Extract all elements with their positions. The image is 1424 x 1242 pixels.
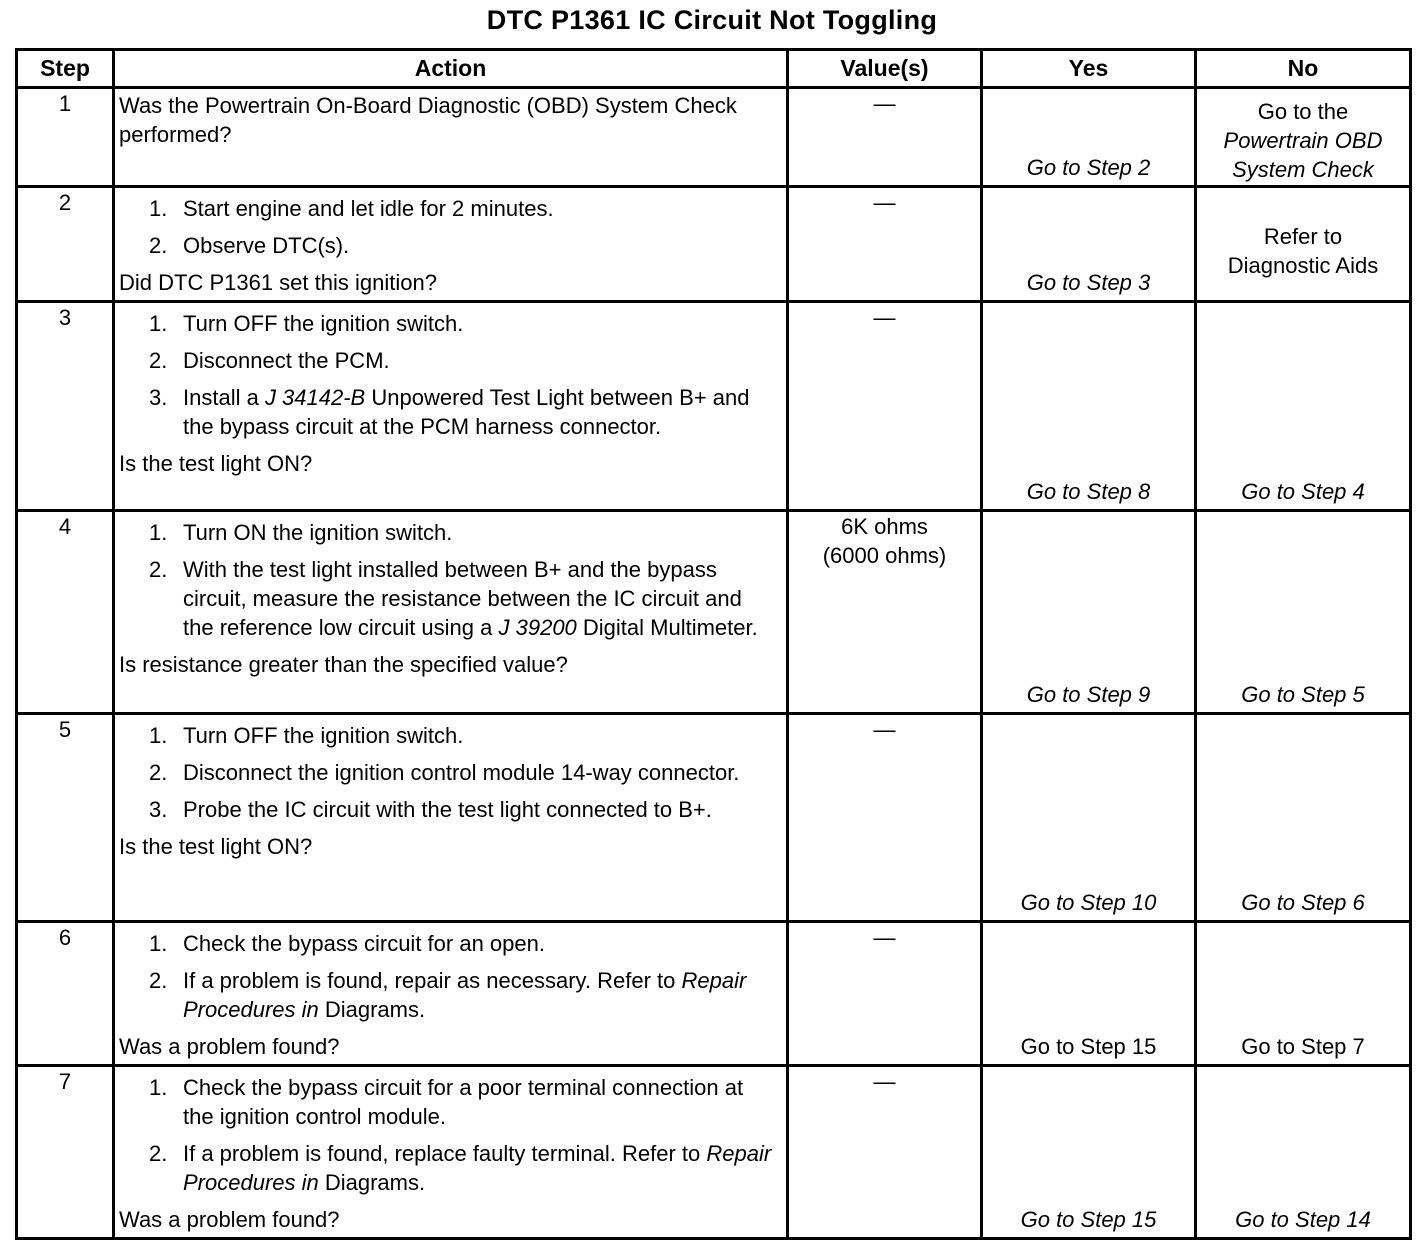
action-question: Was a problem found? — [119, 1034, 340, 1059]
action-step: 1. Check the bypass circuit for an open. — [149, 931, 545, 956]
no-target-line: Diagnostic Aids — [1227, 252, 1379, 278]
column-header-action: Action — [114, 50, 788, 88]
action-step: 2. Disconnect the ignition control module 14-way connector. — [149, 760, 740, 785]
action-cell — [114, 302, 788, 511]
action-cell — [114, 922, 788, 1066]
action-cell — [114, 714, 788, 922]
action-steps — [119, 194, 778, 260]
action-question: Was a problem found? — [119, 1207, 340, 1232]
no-target: Go to Step 14 — [1235, 1207, 1371, 1232]
yes-cell — [982, 511, 1196, 714]
header-row — [17, 50, 1411, 88]
no-cell — [1196, 302, 1411, 511]
table-row — [17, 1066, 1411, 1239]
no-cell — [1196, 187, 1411, 302]
action-step: 1. Turn OFF the ignition switch. — [149, 723, 464, 748]
no-cell — [1196, 511, 1411, 714]
value-cell — [788, 511, 982, 714]
no-target-line: Go to the — [1257, 99, 1349, 124]
no-cell — [1196, 1066, 1411, 1239]
table-row — [17, 714, 1411, 922]
step-number: 5 — [17, 714, 114, 922]
action-step: 1. Start engine and let idle for 2 minutes. — [149, 196, 554, 221]
table-row — [17, 302, 1411, 511]
yes-target: Go to Step 2 — [1026, 155, 1151, 180]
no-cell — [1196, 714, 1411, 922]
action-question: Was the Powertrain On-Board Diagnostic (OBD) System Check performed? — [119, 93, 737, 147]
diagnostic-table — [15, 48, 1412, 1240]
action-cell — [114, 88, 788, 187]
value-line: 6K ohms — [841, 514, 928, 539]
action-question: Is resistance greater than the specified value? — [119, 652, 568, 677]
action-steps — [119, 721, 778, 824]
no-target-line: Refer to — [1263, 223, 1343, 249]
action-steps — [119, 929, 778, 1024]
action-steps — [119, 1073, 778, 1197]
yes-cell — [982, 88, 1196, 187]
yes-target: Go to Step 15 — [1020, 1034, 1157, 1059]
step-number: 2 — [17, 187, 114, 302]
tool-reference: J 34142-B — [264, 385, 366, 410]
action-question: Did DTC P1361 set this ignition? — [119, 270, 437, 295]
yes-target: Go to Step 9 — [1026, 682, 1151, 707]
table-row — [17, 511, 1411, 714]
value-cell: — — [788, 302, 982, 511]
value-line: (6000 ohms) — [822, 543, 947, 568]
yes-target: Go to Step 8 — [1026, 479, 1151, 504]
action-step: 3. Install a J 34142-B Unpowered Test Light between B+ and the bypass circuit at the PCM harness connector. — [149, 385, 750, 439]
action-cell — [114, 1066, 788, 1239]
value-cell: — — [788, 1066, 982, 1239]
step-number: 1 — [17, 88, 114, 187]
yes-cell — [982, 187, 1196, 302]
no-target-line: Powertrain OBD — [1223, 128, 1383, 153]
table-row — [17, 88, 1411, 187]
no-target: Go to Step 4 — [1241, 479, 1365, 504]
action-step: 2. Observe DTC(s). — [149, 233, 350, 258]
table-row — [17, 187, 1411, 302]
action-cell — [114, 511, 788, 714]
no-target-line: System Check — [1232, 157, 1374, 182]
no-cell — [1196, 88, 1411, 187]
step-number: 3 — [17, 302, 114, 511]
yes-cell — [982, 714, 1196, 922]
action-cell — [114, 187, 788, 302]
value-cell: — — [788, 714, 982, 922]
step-number: 7 — [17, 1066, 114, 1239]
no-target: Go to Step 7 — [1241, 1034, 1365, 1059]
action-step: 2. If a problem is found, repair as necessary. Refer to Repair Procedures in Diagrams. — [149, 968, 747, 1022]
yes-cell — [982, 302, 1196, 511]
column-header-no: No — [1196, 50, 1411, 88]
no-cell — [1196, 922, 1411, 1066]
procedure-reference: Repair Procedures in — [183, 968, 747, 1022]
action-step: 1. Turn OFF the ignition switch. — [149, 311, 464, 336]
yes-target: Go to Step 3 — [1026, 270, 1151, 295]
value-cell: — — [788, 187, 982, 302]
column-header-yes: Yes — [982, 50, 1196, 88]
action-step: 1. Turn ON the ignition switch. — [149, 520, 453, 545]
action-question: Is the test light ON? — [119, 451, 313, 476]
table-row — [17, 922, 1411, 1066]
value-cell: — — [788, 922, 982, 1066]
yes-cell — [982, 1066, 1196, 1239]
yes-target: Go to Step 10 — [1020, 890, 1157, 915]
action-steps — [119, 518, 778, 642]
yes-cell — [982, 922, 1196, 1066]
no-target: Go to Step 6 — [1241, 890, 1365, 915]
column-header-value: Value(s) — [788, 50, 982, 88]
step-number: 4 — [17, 511, 114, 714]
action-step: 1. Check the bypass circuit for a poor terminal connection at the ignition control module. — [149, 1075, 744, 1129]
yes-target: Go to Step 15 — [1020, 1207, 1157, 1232]
action-step: 2. Disconnect the PCM. — [149, 348, 390, 373]
value-cell: — — [788, 88, 982, 187]
step-number: 6 — [17, 922, 114, 1066]
column-header-step: Step — [17, 50, 114, 88]
action-step: 2. If a problem is found, replace faulty terminal. Refer to Repair Procedures in Diagrams. — [149, 1141, 772, 1195]
procedure-reference: Repair Procedures in — [183, 1141, 772, 1195]
action-step: 3. Probe the IC circuit with the test light connected to B+. — [149, 797, 712, 822]
page-title: DTC P1361 IC Circuit Not Toggling — [486, 5, 938, 35]
action-step: 2. With the test light installed between B+ and the bypass circuit, measure the resistance between the IC circuit and the reference low circuit using a J 39200 Digital Multimeter. — [149, 557, 758, 640]
action-steps — [119, 309, 778, 441]
action-question: Is the test light ON? — [119, 834, 313, 859]
tool-reference: J 39200 — [498, 615, 577, 640]
no-target: Go to Step 5 — [1241, 682, 1365, 707]
